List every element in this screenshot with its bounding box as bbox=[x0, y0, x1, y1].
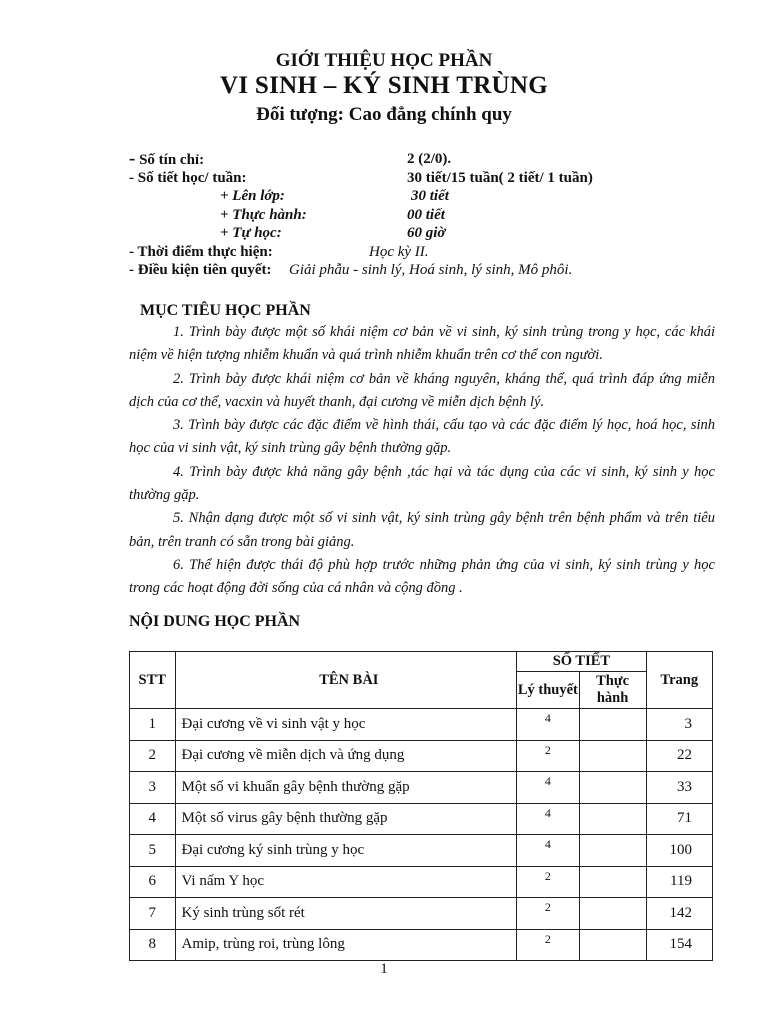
row-ly-thuyet: 2 bbox=[517, 740, 579, 772]
info-row-prerequisite bbox=[129, 261, 689, 280]
info-row-hours bbox=[129, 169, 689, 188]
self-study-value: 60 giờ bbox=[407, 225, 446, 241]
info-row-time bbox=[129, 243, 689, 262]
row-thuc-hanh bbox=[579, 709, 646, 741]
row-thuc-hanh bbox=[579, 803, 646, 835]
objective-item: 2. Trình bày được khái niệm cơ bản về kháng nguyên, kháng thể, quá trình đáp ứng miễn dịch của cơ thể, vacxin và huyết thanh, đại cương về miễn dịch bệnh lý. bbox=[129, 370, 715, 410]
lecture-value: 30 tiết bbox=[411, 188, 449, 204]
row-trang: 100 bbox=[646, 835, 712, 867]
row-thuc-hanh bbox=[579, 740, 646, 772]
practice-value: 00 tiết bbox=[407, 206, 445, 223]
contents-heading: NỘI DUNG HỌC PHẦN bbox=[129, 613, 301, 630]
row-thuc-hanh bbox=[579, 898, 646, 930]
audience-line: Đối tượng: Cao đẳng chính quy bbox=[256, 104, 512, 125]
row-stt: 1 bbox=[130, 709, 176, 741]
time-label: - Thời điểm thực hiện: bbox=[129, 243, 273, 260]
objective-item: 1. Trình bày được một số khái niệm cơ bản về vi sinh, ký sinh trùng trong y học, các khái niệm về hiện tượng nhiễm khuẩn và quá trình nhiễm khuẩn trên cơ thể con người. bbox=[129, 324, 715, 364]
row-stt: 6 bbox=[130, 866, 176, 898]
table-row bbox=[130, 929, 713, 961]
header-so-tiet: SỐ TIẾT bbox=[517, 652, 646, 672]
info-row-self-study bbox=[129, 224, 689, 243]
row-stt: 4 bbox=[130, 803, 176, 835]
row-ly-thuyet: 4 bbox=[517, 709, 579, 741]
row-stt: 7 bbox=[130, 898, 176, 930]
row-name: Đại cương về miễn dịch và ứng dụng bbox=[175, 740, 517, 772]
objectives-list bbox=[129, 321, 715, 601]
objective-item: 5. Nhận dạng được một số vi sinh vật, ký sinh trùng gây bệnh trên bệnh phẩm và trên tiêu bản, trên tranh có sẵn trong bài giảng. bbox=[129, 510, 715, 550]
contents-table bbox=[129, 651, 713, 961]
objective-item: 4. Trình bày được khả năng gây bệnh ,tác hại và tác dụng của các vi sinh, ký sinh y học thường gặp. bbox=[129, 463, 715, 504]
header-name: TÊN BÀI bbox=[175, 652, 517, 709]
row-ly-thuyet: 2 bbox=[517, 898, 579, 930]
table-body bbox=[130, 709, 713, 961]
table-row bbox=[130, 772, 713, 804]
row-name: Đại cương về vi sinh vật y học bbox=[175, 709, 517, 741]
time-value: Học kỳ II. bbox=[369, 243, 429, 260]
subject-title: VI SINH – KÝ SINH TRÙNG bbox=[219, 72, 549, 99]
row-name: Một số vi khuẩn gây bệnh thường gặp bbox=[175, 772, 517, 804]
table-row bbox=[130, 866, 713, 898]
objective-item: 6. Thể hiện được thái độ phù hợp trước những phản ứng của vi sinh, ký sinh trùng y học trong các hoạt động đời sống của cá nhân và cộng đồng . bbox=[129, 556, 715, 597]
row-trang: 22 bbox=[646, 740, 712, 772]
row-stt: 2 bbox=[130, 740, 176, 772]
row-stt: 3 bbox=[130, 772, 176, 804]
page-title: GIỚI THIỆU HỌC PHẦN bbox=[275, 50, 493, 71]
row-name: Ký sinh trùng sốt rét bbox=[175, 898, 517, 930]
header-ly-thuyet: Lý thuyết bbox=[517, 672, 579, 709]
table-header-row bbox=[130, 652, 713, 672]
row-ly-thuyet: 4 bbox=[517, 772, 579, 804]
header-thuc-hanh: Thực hành bbox=[579, 672, 646, 709]
info-row-practice bbox=[129, 206, 689, 225]
row-thuc-hanh bbox=[579, 929, 646, 961]
row-thuc-hanh bbox=[579, 772, 646, 804]
row-ly-thuyet: 2 bbox=[517, 929, 579, 961]
objective-item: 3. Trình bày được các đặc điểm về hình thái, cấu tạo và các đặc điểm lý học, hoá học, sinh học của vi sinh vật, ký sinh trùng gây bệnh thường gặp. bbox=[129, 417, 715, 457]
row-name: Amip, trùng roi, trùng lông bbox=[175, 929, 517, 961]
row-stt: 5 bbox=[130, 835, 176, 867]
row-trang: 154 bbox=[646, 929, 712, 961]
row-name: Đại cương ký sinh trùng y học bbox=[175, 835, 517, 867]
table-row bbox=[130, 803, 713, 835]
row-ly-thuyet: 2 bbox=[517, 866, 579, 898]
self-study-label: + Tự học: bbox=[220, 225, 282, 241]
hours-value: 30 tiết/15 tuần( 2 tiết/ 1 tuần) bbox=[407, 169, 593, 186]
header-stt: STT bbox=[130, 652, 176, 709]
row-trang: 3 bbox=[646, 709, 712, 741]
page-number: 1 bbox=[380, 961, 388, 977]
prerequisite-value: Giải phẫu - sinh lý, Hoá sinh, lý sinh, Mô phôi. bbox=[289, 262, 573, 278]
row-ly-thuyet: 4 bbox=[517, 835, 579, 867]
row-name: Một số virus gây bệnh thường gặp bbox=[175, 803, 517, 835]
practice-label: + Thực hành: bbox=[220, 206, 307, 223]
row-thuc-hanh bbox=[579, 835, 646, 867]
row-stt: 8 bbox=[130, 929, 176, 961]
row-trang: 142 bbox=[646, 898, 712, 930]
table-row bbox=[130, 835, 713, 867]
row-trang: 119 bbox=[646, 866, 712, 898]
table-row bbox=[130, 898, 713, 930]
row-trang: 71 bbox=[646, 803, 712, 835]
table-row bbox=[130, 709, 713, 741]
table-row bbox=[130, 740, 713, 772]
credits-value: 2 (2/0). bbox=[407, 151, 452, 167]
lecture-label: + Lên lớp: bbox=[220, 188, 285, 204]
objectives-heading: MỤC TIÊU HỌC PHẦN bbox=[140, 302, 311, 319]
row-ly-thuyet: 4 bbox=[517, 803, 579, 835]
row-thuc-hanh bbox=[579, 866, 646, 898]
header-trang: Trang bbox=[646, 652, 712, 709]
row-trang: 33 bbox=[646, 772, 712, 804]
hours-label: - Số tiết học/ tuần: bbox=[129, 169, 247, 186]
info-row-lecture bbox=[129, 187, 689, 206]
credits-label: Số tín chỉ: bbox=[139, 152, 205, 168]
row-name: Vi nấm Y học bbox=[175, 866, 517, 898]
prerequisite-label: - Điều kiện tiên quyết: bbox=[129, 262, 272, 278]
info-row-credits: - Số tín chỉ: 2 (2/0). bbox=[129, 148, 452, 169]
course-info bbox=[129, 150, 689, 280]
